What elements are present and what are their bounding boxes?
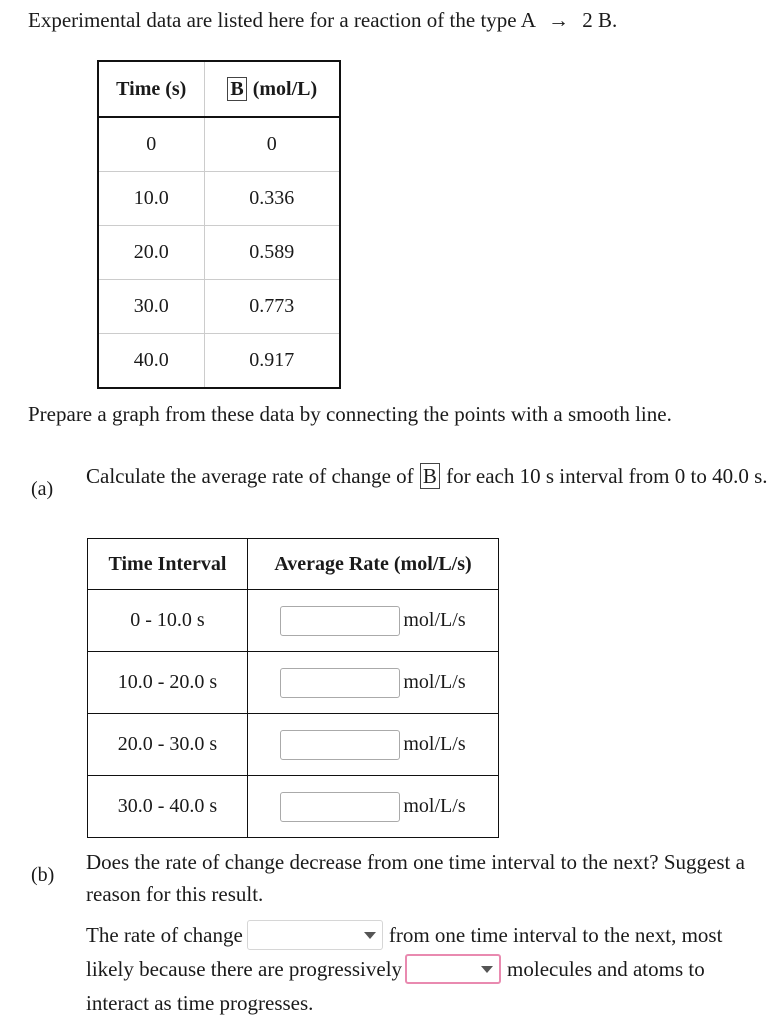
interval-cell: 20.0 - 30.0 s [88,714,248,776]
intro-text: Experimental data are listed here for a reaction of the type A → 2 B. [28,8,618,32]
data-table [97,60,341,389]
rate-input-10-20[interactable] [280,668,400,698]
table-row: 20.0 0.589 [98,226,340,280]
rate-input-20-30[interactable] [280,730,400,760]
table-row: 0 0 [98,117,340,172]
table-row: 0 - 10.0 s mol/L/s [88,590,499,652]
rate-table-header [88,539,499,590]
table-row: 30.0 0.773 [98,280,340,334]
data-table-header [98,61,340,117]
answer-sentence: The rate of change from one time interval to the next, most likely because there are progressively molecules and atoms to interact as time progresses. [86,918,776,1020]
rate-change-dropdown[interactable] [247,920,383,950]
rate-input-0-10[interactable] [280,606,400,636]
table-row: 20.0 - 30.0 s mol/L/s [88,714,499,776]
part-b-question: Does the rate of change decrease from one time interval to the next? Suggest a reason for this result. [86,850,745,906]
molecule-amount-dropdown[interactable] [405,954,501,984]
rate-header: Average Rate (mol/L/s) [248,539,499,590]
rate-table [87,538,499,838]
rate-input-30-40[interactable] [280,792,400,822]
chevron-down-icon [481,966,493,973]
part-a-label: (a) [31,478,54,500]
table-row: 10.0 - 20.0 s mol/L/s [88,652,499,714]
table-row: 30.0 - 40.0 s mol/L/s [88,776,499,838]
interval-cell: 10.0 - 20.0 s [88,652,248,714]
part-b-label: (b) [31,864,55,886]
interval-cell: 30.0 - 40.0 s [88,776,248,838]
table-row: 40.0 0.917 [98,334,340,389]
interval-cell: 0 - 10.0 s [88,590,248,652]
prepare-graph-text: Prepare a graph from these data by connecting the points with a smooth line. [28,402,672,426]
chevron-down-icon [364,932,376,939]
interval-header: Time Interval [88,539,248,590]
part-a-question: Calculate the average rate of change of B for each 10 s interval from 0 to 40.0 s. [86,464,768,488]
concentration-header: B (mol/L) [204,61,340,117]
time-header: Time (s) [98,61,204,117]
table-row: 10.0 0.336 [98,172,340,226]
reaction-arrow: → [547,8,569,32]
